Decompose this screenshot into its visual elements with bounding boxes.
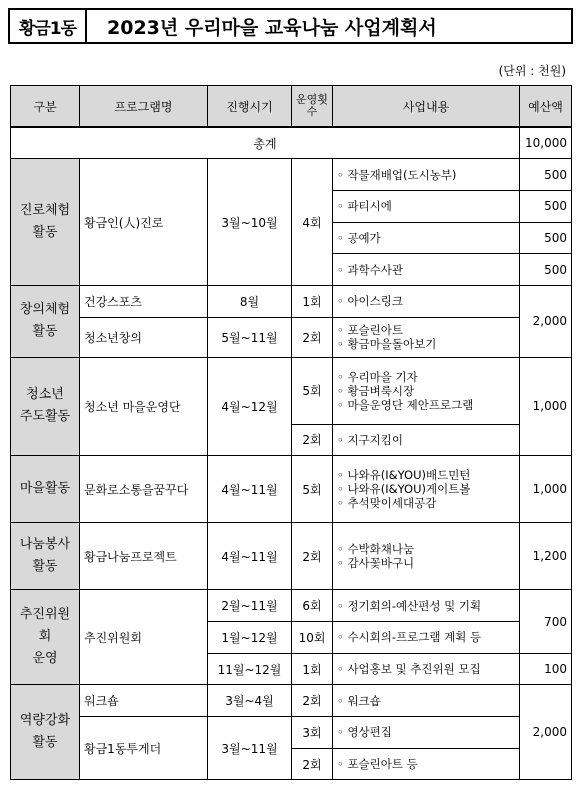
count-cell: 6회	[292, 590, 333, 622]
period-cell: 4월~11월	[208, 456, 292, 523]
col-header-period: 진행시기	[208, 86, 292, 128]
program-cell: 청소년창의	[80, 317, 208, 357]
category-cell: 나눔봉사 활동	[11, 523, 80, 590]
period-cell: 2월~11월	[208, 590, 292, 622]
count-cell: 5회	[292, 456, 333, 523]
content-cell: ◦ 나와유(I&YOU)배드민턴 ◦ 나와유(I&YOU)게이트볼 ◦ 추석맞이세대공감	[333, 456, 520, 523]
total-row	[11, 127, 572, 159]
col-header-budget: 예산액	[520, 86, 572, 128]
unit-note: (단위 : 천원)	[498, 64, 566, 78]
count-cell: 1회	[292, 653, 333, 685]
content-cell: ◦ 수시회의-프로그램 계획 등	[333, 622, 520, 654]
budget-cell: 2,000	[520, 685, 572, 780]
budget-cell: 1,000	[520, 456, 572, 523]
content-cell: ◦ 지구지킴이	[333, 424, 520, 456]
content-cell: ◦ 과학수사관	[333, 254, 520, 286]
period-cell: 1월~12월	[208, 622, 292, 654]
budget-cell: 1,000	[520, 357, 572, 456]
table-row	[11, 523, 572, 590]
category-cell: 창의체험 활동	[11, 285, 80, 357]
budget-cell: 1,200	[520, 523, 572, 590]
content-cell: ◦ 공예가	[333, 222, 520, 254]
budget-cell: 500	[520, 159, 572, 191]
program-cell: 황금인(人)진로	[80, 159, 208, 286]
count-cell: 2회	[292, 685, 333, 717]
category-cell: 역량강화 활동	[11, 685, 80, 780]
content-cell: ◦ 영상편집	[333, 717, 520, 749]
budget-cell: 100	[520, 653, 572, 685]
col-header-category: 구분	[11, 86, 80, 128]
program-cell: 워크숍	[80, 685, 208, 717]
table-row	[11, 456, 572, 523]
period-cell: 11월~12월	[208, 653, 292, 685]
document-title: 2023년 우리마을 교육나눔 사업계획서	[107, 16, 437, 39]
table-row	[11, 357, 572, 424]
table-row	[11, 717, 572, 749]
count-cell: 3회	[292, 717, 333, 749]
table-row	[11, 685, 572, 717]
district-label: 황금1동	[10, 10, 87, 42]
col-header-program: 프로그램명	[80, 86, 208, 128]
budget-cell: 500	[520, 190, 572, 222]
program-cell: 추진위원회	[80, 590, 208, 685]
content-cell: ◦ 정기회의-예산편성 및 기획	[333, 590, 520, 622]
category-cell: 마을활동	[11, 456, 80, 523]
content-cell: ◦ 포슬린아트 등	[333, 748, 520, 780]
count-cell: 1회	[292, 285, 333, 317]
table-row	[11, 159, 572, 191]
period-cell: 4월~12월	[208, 357, 292, 456]
count-cell: 10회	[292, 622, 333, 654]
count-cell: 4회	[292, 159, 333, 286]
content-cell: ◦ 사업홍보 및 추진위원 모집	[333, 653, 520, 685]
budget-cell: 500	[520, 222, 572, 254]
program-cell: 문화로소통을꿈꾸다	[80, 456, 208, 523]
budget-cell: 2,000	[520, 285, 572, 357]
total-budget: 10,000	[520, 127, 572, 159]
period-cell: 3월~10월	[208, 159, 292, 286]
period-cell: 3월~11월	[208, 717, 292, 780]
period-cell: 4월~11월	[208, 523, 292, 590]
col-header-content: 사업내용	[333, 86, 520, 128]
total-label: 총계	[11, 127, 520, 159]
content-cell: ◦ 우리마을 기자 ◦ 황금벼룩시장 ◦ 마을운영단 제안프로그램	[333, 357, 520, 424]
content-cell: ◦ 작물재배업(도시농부)	[333, 159, 520, 191]
period-cell: 5월~11월	[208, 317, 292, 357]
table-row	[11, 285, 572, 317]
header-row	[11, 86, 572, 128]
table-row	[11, 590, 572, 622]
plan-table	[10, 85, 572, 780]
program-cell: 건강스포츠	[80, 285, 208, 317]
content-cell: ◦ 수박화채나눔 ◦ 감사꽃바구니	[333, 523, 520, 590]
content-cell: ◦ 워크숍	[333, 685, 520, 717]
budget-cell: 700	[520, 590, 572, 653]
period-cell: 8월	[208, 285, 292, 317]
category-cell: 진로체험 활동	[11, 159, 80, 286]
col-header-count: 운영횟수	[292, 86, 333, 128]
count-cell: 5회	[292, 357, 333, 424]
program-cell: 황금나눔프로젝트	[80, 523, 208, 590]
program-cell: 황금1동투게더	[80, 717, 208, 780]
count-cell: 2회	[292, 424, 333, 456]
content-cell: ◦ 아이스링크	[333, 285, 520, 317]
content-cell: ◦ 포슬린아트 ◦ 황금마을돌아보기	[333, 317, 520, 357]
category-cell: 추진위원회 운영	[11, 590, 80, 685]
document-title-box	[8, 8, 573, 44]
count-cell: 2회	[292, 523, 333, 590]
budget-cell: 500	[520, 254, 572, 286]
count-cell: 2회	[292, 317, 333, 357]
category-cell: 청소년 주도활동	[11, 357, 80, 456]
content-cell: ◦ 파티시에	[333, 190, 520, 222]
period-cell: 3월~4월	[208, 685, 292, 717]
table-row	[11, 317, 572, 357]
count-cell: 2회	[292, 748, 333, 780]
program-cell: 청소년 마을운영단	[80, 357, 208, 456]
